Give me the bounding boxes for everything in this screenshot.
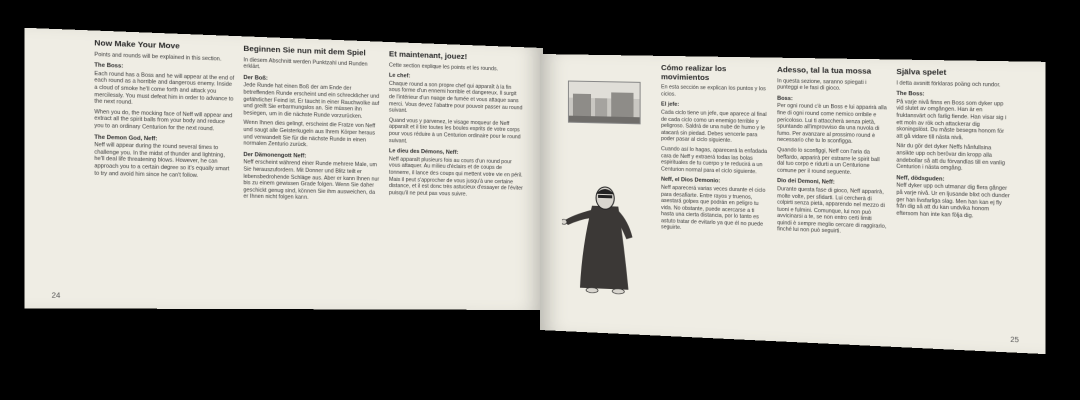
section-heading: The Boss: <box>94 62 124 70</box>
right-page <box>540 54 1046 354</box>
paragraph: Per ogni round c'è un Boss e lui apparirà alla fine di ogni round come nemico orribile e pericoloso. Lui ti attaccherà senza pietà, spuntando all'improvviso da una nuvola di fumo. Per avanzare al prossimo round è necessario che tu lo sconfigga. <box>777 103 887 146</box>
column-title: Et maintenant, jouez! <box>388 49 468 62</box>
column-german <box>243 45 380 206</box>
column-intro: In diesem Abschnitt werden Punktzahl und Runden erklärt. <box>243 56 368 71</box>
paragraph: Cuando así lo hagas, aparecerá la enfadada cara de Neff y extraerá todas las bolas espirituales de tu cuerpo y te reducirá a un Centurion normal para el ciclo siguiente. <box>661 146 768 175</box>
paragraph: Neff apparaît plusieurs fois au cours d'un round pour vous attaquer. Au milieu d'éclairs et de coups de tonnerre, il lance des coups qui mettent votre vie en péril. Mais il peut s'approcher de vous jusqu'à une certaine distance, et il est donc très astucieux d'essayer de l'éviter puisqu'il ne peut pas vous suivre. <box>388 156 523 198</box>
paragraph: When you do, the mocking face of Neff will appear and extract all the spirit balls from your body and reduce you to an ordinary Centurion for the next round. <box>94 108 233 133</box>
paragraph: Chaque round a son propre chef qui apparaît à la fin sous forme d'un ennemi horrible et dangereux. Il surgit de l'intérieur d'un nuage de fumée et vous attaque sans merci. Vous devez l'abattre pour pouvoir passer au round suivant. <box>388 80 523 115</box>
column-italian <box>777 66 888 241</box>
left-page <box>24 28 543 310</box>
page-number: 24 <box>51 292 61 300</box>
section-heading: The Boss: <box>896 90 925 98</box>
section-heading: The Demon God, Neff: <box>94 134 158 142</box>
section-heading: Neff, dödsguden: <box>896 174 945 183</box>
column-intro: Cette section explique les points et les rounds. <box>388 62 499 72</box>
column-title: Now Make Your Move <box>94 37 180 51</box>
column-title: Beginnen Sie nun mit dem Spiel <box>243 43 366 58</box>
paragraph: Jede Runde hat einen Boß der am Ende der betreffenden Runde erscheint und ein schrecklicher und gefährlicher Feind ist. Er taucht in einer Rauchwolke auf und greift Sie erbarmungslos an. Sie müssen ihn besiegen, um in die nächste Runde vorzurücken. <box>243 82 380 120</box>
paragraph: Neff erscheint während einer Runde mehrere Male, um Sie herauszufordern. Mit Donner und Blitz teilt er lebensbedrohende Schläge aus. Aber er kann Ihnen nur bis zu einem gewissen Grade folgen. Wenn Sie daher geschickt genug sind, können Sie ihm ausweichen, da er Ihnen nicht folgen kann. <box>243 159 380 202</box>
column-intro: I detta avsnitt förklaras poäng och rundor. <box>896 79 1001 89</box>
column-intro: En esta sección se explican los puntos y los ciclos. <box>661 84 766 98</box>
column-title: Adesso, tal la tua mossa <box>777 64 872 76</box>
paragraph: När du gör det dyker Neffs hånfullsina ansikte upp och berövar din kropp alla andebollar så att du förvandlas till en vanlig Centurion i nästa omgång. <box>896 143 1006 172</box>
game-screenshot <box>568 81 641 125</box>
paragraph: Each round has a Boss and he will appear at the end of each round as a horrible and dangerous enemy. Inside a cloud of smoke he'll come forth and attack you mercilessly. You must defeat him in order to advance to the next round. <box>94 70 235 107</box>
section-heading: Neff, el Dios Demonio: <box>661 176 721 185</box>
column-french <box>389 50 523 202</box>
section-heading: Boss: <box>777 95 793 102</box>
section-heading: Le dieu des Démons, Neff: <box>388 148 459 157</box>
page-number: 25 <box>1010 336 1019 345</box>
section-heading: Le chef: <box>388 72 411 80</box>
column-title: Själva spelet <box>896 66 947 78</box>
paragraph: På varje nivå finns en Boss som dyker upp vid slutet av omgången. Han är en fruktansvärt och farlig fiende. Han visar sig i ett moln av rök och attackerar dig skoningslöst. Du måste besegra honom för att gå vidare till nästa nivå. <box>896 98 1007 142</box>
column-intro: Points and rounds will be explained in this section. <box>94 51 222 63</box>
paragraph: Wenn Ihnen dies gelingt, erscheint die Fratze von Neff und saugt alle Geisterkugeln aus Ihrem Körper heraus und verwandelt Sie für die nächste Runde in einen normalen Zenturio zurück. <box>243 119 376 149</box>
section-heading: Dio dei Demoni, Neff: <box>777 178 835 187</box>
section-heading: Der Dämonengott Neff: <box>243 151 307 160</box>
paragraph: Durante questa fase di gioco, Neff apparirà, molte volte, per sfidarti. Lui cercherà di colpirti senza pietà, apparendo nel mezzo di tuoni e fulmini. Comunque, lui non può avvicinarsi a te, se non entro certi limiti quindi è sempre meglio cercare di raggirarlo, finché lui non può seguirti. <box>777 186 887 236</box>
column-swedish <box>896 68 1010 224</box>
section-heading: Der Boß: <box>243 74 268 82</box>
column-spanish <box>661 64 769 238</box>
paragraph: Cada ciclo tiene un jefe, que aparece al final de cada ciclo como un enemigo terrible y peligroso. Saldrá de una nube de humo y le atacará sin piedad. Debes vencerle para poder pasar al ciclo siguiente. <box>661 109 767 145</box>
paragraph: Quand vous y parvenez, le visage moqueur de Neff apparaît et il tire toutes les boules esprits de votre corps pour vous réduire à un Centurion ordinaire pour le round suivant. <box>388 117 521 145</box>
neff-demon-illustration <box>562 175 649 297</box>
section-heading: El jefe: <box>661 101 680 109</box>
paragraph: Neff aparecerá varias veces durante el ciclo para desafiarte. Entre rayos y truenos, asestará golpes que podrán en peligro tu vida. No obstante, puede acercarse a ti hasta una cierta distancia, por lo tanto es astuto tratar de evitarlo ya que él no puede seguirte. <box>661 184 766 232</box>
column-intro: In questa sezione, saranno spiegati i punteggi e le fasi di gioco. <box>777 77 867 92</box>
paragraph: Neff will appear during the round several times to challenge you. In the midst of thunder and lightning, he'll deal life threatening blows. However, he can approach you to a certain degree so it's equally smart to try and avoid him since he can't follow. <box>94 142 230 179</box>
paragraph: Quando lo sconfiggi, Neff con l'aria da beffardo, apparirà per estrarre le spirit ball dal tuo corpo e ridurti a un Centurione comune per il round seguente. <box>777 147 880 176</box>
paragraph: Neff dyker upp och utmanar dig flera gånger på varje nivå. Ur en ljusande blixt och dunder ger han livsfarliga slag. Men han kan ej fly från dig så att du kan undvika honom eftersom han inte kan följa dig. <box>896 182 1010 220</box>
column-english <box>94 39 234 183</box>
column-title: Cómo realizar los movimientos <box>661 62 727 82</box>
